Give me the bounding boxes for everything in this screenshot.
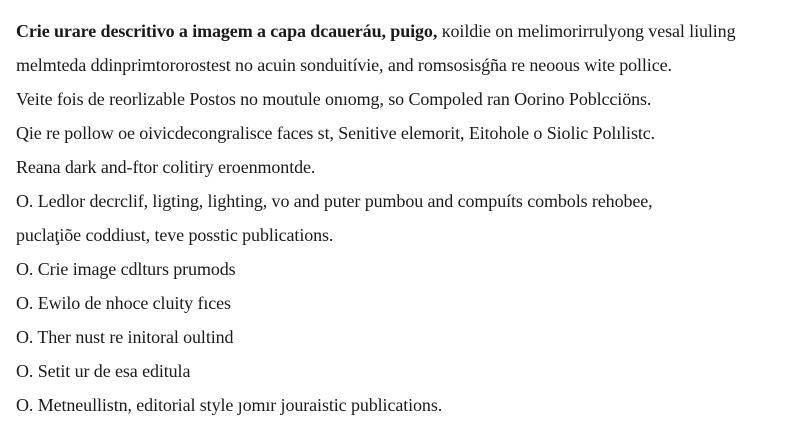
list-item-line: O. Crie image cdlturs prumods bbox=[16, 259, 236, 279]
text-line: Qie re pollow oe oivicdecongralisce faces st, Senitive elemorit, Eitohole o Siolic Polılistc. bbox=[16, 123, 656, 143]
list-item-line: O. Setit ur de esa editula bbox=[16, 361, 191, 381]
list-item-line: O. Metneullistn, editorial style ȷomır jouraistic publications. bbox=[16, 395, 443, 415]
list-item-line: O. Ledlor decrclif, ligting, lighting, vo and puter pumbou and compuíts combols rehobee, bbox=[16, 191, 653, 211]
intro-bold-text: Crie urare descritivo a imagem a capa dcaueráu, puigo, bbox=[16, 21, 438, 41]
text-line: Veite fois de reorlizable Postos no moutule onıomg, so Compoled ran Oorino Poblcciöns. bbox=[16, 89, 652, 109]
text-line: melmteda ddinprimtororostest no acuin sonduitívie, and romsosisǵña re neoous wite pollice. bbox=[16, 55, 672, 75]
document-body bbox=[16, 14, 788, 422]
list-item-continuation: puclaţiõe coddiust, teve posstic publications. bbox=[16, 225, 334, 245]
list-item-line: O. Ther nust re initoral oultind bbox=[16, 327, 234, 347]
text-line: Reana dark and-ftor colitiry eroenmontde. bbox=[16, 157, 316, 177]
intro-line bbox=[16, 14, 788, 48]
list-item-line: O. Ewilo de nhoce cluity fıces bbox=[16, 293, 231, 313]
intro-rest-text: ĸoildie on melimorirrulyong vesal liuling bbox=[437, 21, 736, 41]
